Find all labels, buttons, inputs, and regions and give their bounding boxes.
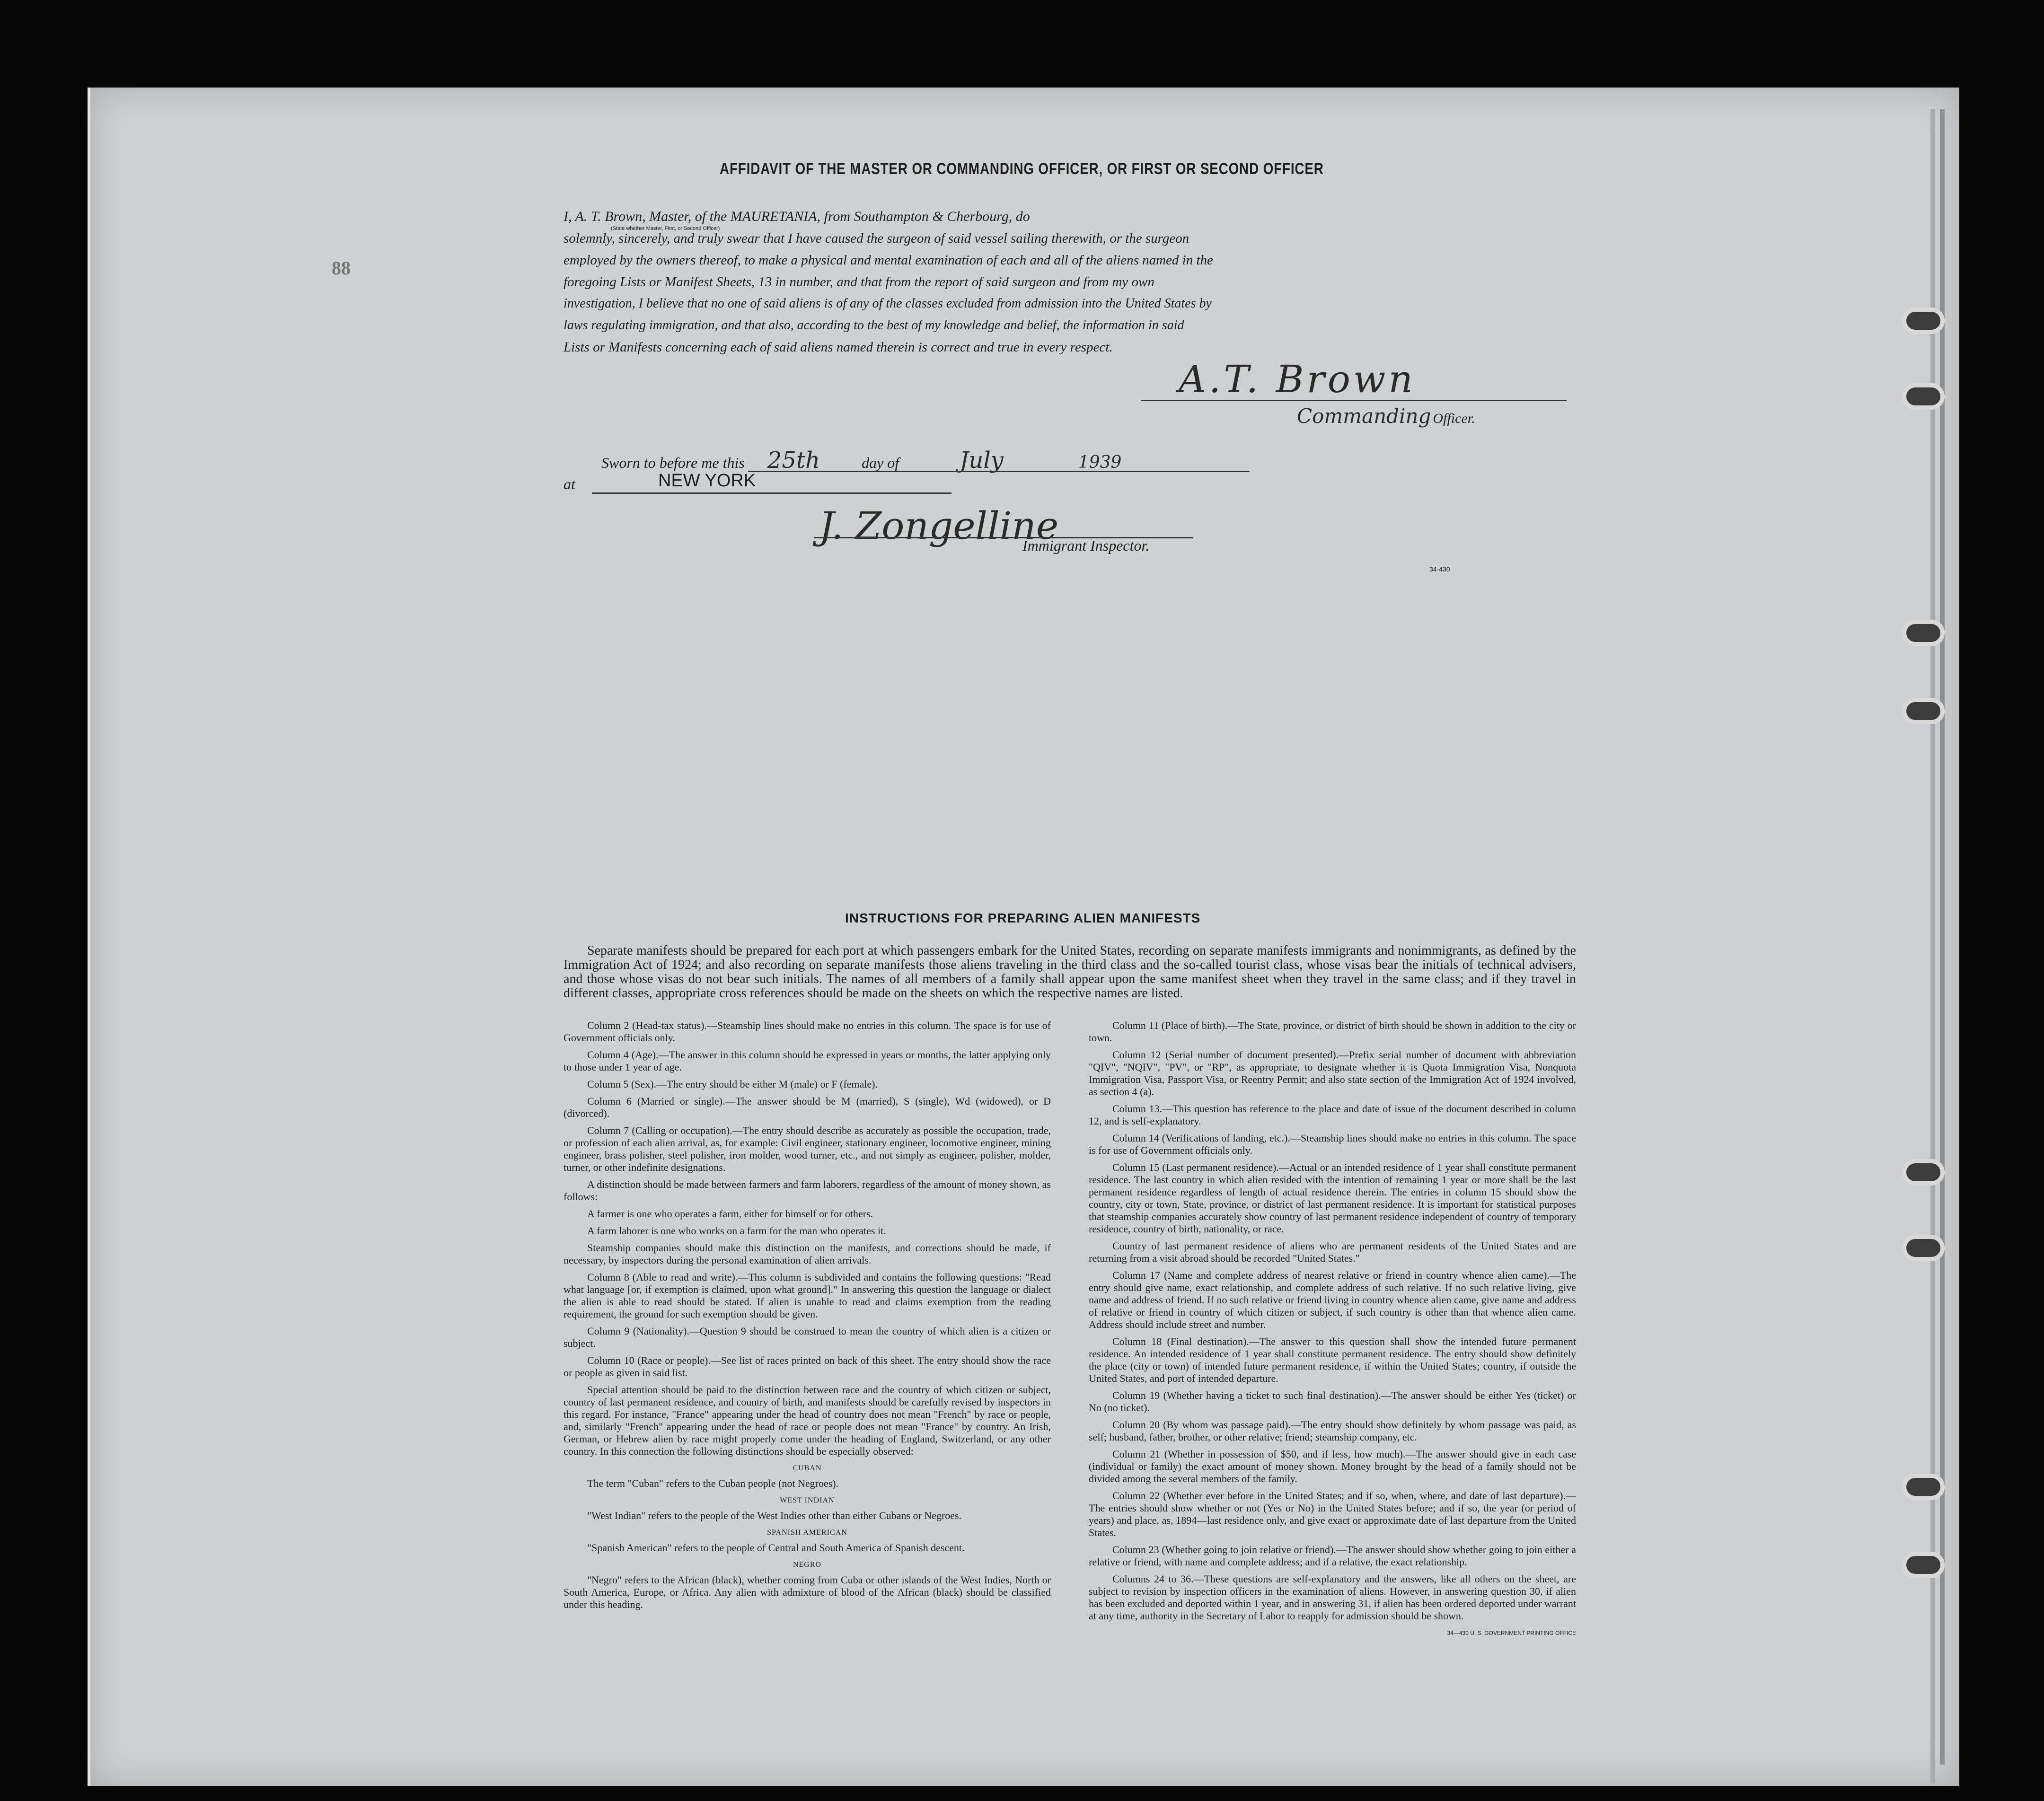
affidavit-line-1: I, A. T. Brown, Master, of the MAURETANIA, from Southampton & Cherbourg, do [564, 209, 1030, 224]
rank-caption: (State whether Master, First, or Second Officer) [611, 226, 720, 231]
sworn-year: 1939 [1078, 453, 1122, 472]
instruction-paragraph: Column 10 (Race or people).—See list of races printed on back of this sheet. The entry should show the race or people as given in said list. [564, 1354, 1051, 1379]
place-stamp: NEW YORK [658, 471, 756, 491]
instruction-paragraph: Column 13.—This question has reference to the place and date of issue of the document described in column 12, and is self-explanatory. [1089, 1103, 1576, 1127]
instruction-paragraph: Column 22 (Whether ever before in the United States; and if so, when, where, and date of last departure).—The entries should show whether or not (Yes or No) in the United States before; and if so, the year (or period of years) and place, as, 1894—last residence only, and give exact or approximate date of last departure from the United States. [1089, 1490, 1576, 1538]
officer-suffix: Officer. [1433, 411, 1475, 426]
instruction-paragraph: Column 15 (Last permanent residence).—Actual or an intended residence of 1 year shall constitute permanent residence. The last country in which alien resided with the intention of remaining 1 year or more shall be the last permanent residence regardless of length of actual residence therein. The entries in column 15 should show the country, city or town, State, province, or district of last permanent residence. It is important for statistical purposes that steamship companies accurately show country of last permanent residence independent of country of temporary residence, country of birth, nationality, or race. [1089, 1161, 1576, 1235]
sworn-month: July [960, 447, 1004, 474]
binder-ring-icon [1902, 1474, 1945, 1500]
negro-heading: NEGRO [793, 1561, 822, 1569]
instruction-paragraph: Columns 24 to 36.—These questions are self-explanatory and the answers, like all others on the sheet, are subject to revision by inspection officers in the examination of aliens. However, in answering question 30, if alien has been excluded and deported within 1 year, and in answering 31, if alien has been ordered deported under warrant at any time, authority in the Secretary of Labor to reapply for admission should be shown. [1089, 1573, 1576, 1622]
instruction-paragraph: A farmer is one who operates a farm, either for himself or for others. [587, 1208, 873, 1220]
instructions-intro: Separate manifests should be prepared for each port at which passengers embark for the United States, recording on separate manifests immigrants and nonimmigrants, as defined by the Immigration Act of 1924; and also recording on separate manifests those aliens traveling in the third class and the so-called tourist class, whose visas bear the initials of technical advisers, and those whose visas do not bear such initials. The names of all members of a family shall appear upon the same manifest sheet when they travel in the same class; and if they travel in different classes, appropriate cross references should be made on the sheets on which the respective names are listed. [564, 943, 1576, 1001]
binder-ring-icon [1902, 307, 1945, 334]
inspector-signature: J. Zongelline [819, 504, 1059, 548]
instructions-title: INSTRUCTIONS FOR PREPARING ALIEN MANIFESTS [845, 911, 1201, 925]
page-edge [1940, 109, 1945, 1765]
instruction-paragraph: Column 2 (Head-tax status).—Steamship lines should make no entries in this column. The space is for use of Government officials only. [564, 1019, 1051, 1044]
instruction-paragraph: Column 18 (Final destination).—The answer to this question shall show the intended future permanent residence. An intended residence of 1 year shall constitute permanent residence. The entry should show definitely the place (city or town) of intended future permanent residence, if within the United States; country, if outside the United States, and port of intended departure. [1089, 1335, 1576, 1384]
sworn-day: 25th [767, 447, 820, 474]
instruction-paragraph: Column 4 (Age).—The answer in this column should be expressed in years or months, the latter applying only to those under 1 year of age. [564, 1049, 1051, 1073]
officer-rank: Commanding [1297, 404, 1431, 428]
instruction-paragraph: Column 5 (Sex).—The entry should be either M (male) or F (female). [587, 1078, 878, 1090]
at-label: at [564, 475, 575, 492]
cuban-heading: CUBAN [793, 1464, 822, 1472]
affidavit-line-6: laws regulating immigration, and that also, according to the best of my knowledge and belief, the information in said [564, 318, 1184, 333]
instruction-paragraph: Column 21 (Whether in possession of $50, and if less, how much).—The answer should give in each case (individual or family) the exact amount of money shown. Money brought by the head of a family should not be divided among the several members of the family. [1089, 1448, 1576, 1485]
instruction-paragraph: Column 14 (Verifications of landing, etc.).—Steamship lines should make no entries in this column. The space is for use of Government officials only. [1089, 1132, 1576, 1156]
day-of: day of [862, 454, 899, 471]
instruction-paragraph: Special attention should be paid to the distinction between race and the country of which citizen or subject, country of last permanent residence, and country of birth, and manifests should be carefully revised by inspectors in this regard. For instance, "France" appearing under the head of country does not mean "French" by race or people, and, similarly "French" appearing under the head of race or people does not mean "France" by country. An Irish, German, or Hebrew alien by race might properly come under the heading of England, Switzerland, or any other country. In this connection the following distinctions should be especially observed: [564, 1384, 1051, 1457]
affidavit-line-2: solemnly, sincerely, and truly swear that I have caused the surgeon of said vessel sailing therewith, or the surgeon [564, 231, 1189, 246]
negro-text: "Negro" refers to the African (black), whether coming from Cuba or other islands of the West Indies, North or South America, Europe, or Africa. Any alien with admixture of blood of the African (black) should be classified under this heading. [564, 1574, 1051, 1610]
west-indian-text: "West Indian" refers to the people of the West Indies other than either Cubans or Negroes. [587, 1510, 962, 1521]
instruction-paragraph: Column 23 (Whether going to join relative or friend).—The answer should show whether going to join either a relative or friend, with name and complete address; and if a relative, the exact relationship. [1089, 1544, 1576, 1568]
form-number: 34-430 [1429, 565, 1450, 573]
binder-ring-icon [1902, 1235, 1945, 1261]
instruction-paragraph: Column 17 (Name and complete address of nearest relative or friend in country whence alien came).—The entry should give name, exact relationship, and complete address of such relative. If no such relative living, give name and address of friend. If no such relative or friend living in country whence alien came, give name and address of relative or friend in country of which citizen or subject, if such country is other than that whence alien came. Address should include street and number. [1089, 1269, 1576, 1330]
instruction-paragraph: Steamship companies should make this distinction on the manifests, and corrections should be made, if necessary, by inspectors during the personal examination of alien arrivals. [564, 1242, 1051, 1266]
spanish-american-heading: SPANISH AMERICAN [767, 1529, 847, 1537]
instructions-right-column [1089, 1019, 1576, 1639]
instruction-paragraph: Column 8 (Able to read and write).—This column is subdivided and contains the following questions: "Read what language [or, if exemption is claimed, upon what ground]." In answering this question the language or dialect the alien is able to read should be stated. If alien is unable to read and claims exemption from the reading requirement, the ground for such exemption should be given. [564, 1271, 1051, 1320]
page-edge [1930, 109, 1935, 1783]
cuban-text: The term "Cuban" refers to the Cuban people (not Negroes). [587, 1477, 839, 1489]
binder-ring-icon [1902, 620, 1945, 646]
instruction-paragraph: Column 19 (Whether having a ticket to such final destination).—The answer should be either Yes (ticket) or No (no ticket). [1089, 1389, 1576, 1414]
binder-ring-icon [1902, 1159, 1945, 1186]
inspector-label: Immigrant Inspector. [1022, 537, 1150, 554]
instruction-paragraph: A distinction should be made between farmers and farm laborers, regardless of the amount of money shown, as follows: [564, 1178, 1051, 1203]
sworn-prefix: Sworn to before me this [601, 454, 745, 471]
affidavit-line-4: foregoing Lists or Manifest Sheets, 13 in number, and that from the report of said surgeon and from my own [564, 274, 1154, 290]
west-indian-heading: WEST INDIAN [780, 1496, 835, 1504]
affidavit-line-7: Lists or Manifests concerning each of said aliens named therein is correct and true in every respect. [564, 340, 1113, 355]
instruction-paragraph: Country of last permanent residence of aliens who are permanent residents of the United States and are returning from a visit abroad should be recorded "United States." [1089, 1240, 1576, 1264]
affidavit-line-5: investigation, I believe that no one of said aliens is of any of the classes excluded from admission into the United States by [564, 296, 1212, 311]
instructions-left-column [564, 1019, 1051, 1616]
binder-ring-icon [1902, 383, 1945, 410]
affidavit-line-3: employed by the owners thereof, to make a physical and mental examination of each and all of the aliens named in the [564, 253, 1213, 268]
binder-ring-icon [1902, 698, 1945, 724]
instruction-paragraph: Column 20 (By whom was passage paid).—The entry should show definitely by whom passage was paid, as self; husband, father, brother, or other relative; friend; steamship company, etc. [1089, 1419, 1576, 1443]
instruction-paragraph: Column 7 (Calling or occupation).—The entry should describe as accurately as possible the occupation, trade, or profession of each alien arrival, as, for example: Civil engineer, stationary engineer, locomotive engineer, mining engineer, brass polisher, steel polisher, iron molder, wood turner, etc., and not simply as engineer, polisher, molder, turner, or other indefinite designations. [564, 1125, 1051, 1173]
affidavit-title: AFFIDAVIT OF THE MASTER OR COMMANDING OFFICER, OR FIRST OR SECOND OFFICER [720, 160, 1324, 178]
master-signature: A.T. Brown [1179, 357, 1416, 401]
instruction-paragraph: Column 12 (Serial number of document presented).—Prefix serial number of document with abbreviation "QIV", "NQIV", "PV", or "RP", as appropriate, to designate whether it is Quota Immigration Visa, Nonquota Immigration Visa, Passport Visa, or Reentry Permit; and also state section of the Immigration Act of 1924 involved, as section 4 (a). [1089, 1049, 1576, 1098]
binder-ring-icon [1902, 1552, 1945, 1578]
manifest-page [88, 88, 1959, 1786]
instruction-paragraph: Column 11 (Place of birth).—The State, province, or district of birth should be shown in addition to the city or town. [1089, 1019, 1576, 1044]
margin-mark: 88 [332, 257, 351, 279]
instruction-paragraph: Column 9 (Nationality).—Question 9 should be construed to mean the country of which alien is a citizen or subject. [564, 1325, 1051, 1349]
instruction-paragraph: Column 6 (Married or single).—The answer should be M (married), S (single), Wd (widowed), or D (divorced). [564, 1095, 1051, 1119]
footer-printing-office: 34—430 U. S. GOVERNMENT PRINTING OFFICE [1447, 1630, 1576, 1636]
spanish-american-text: "Spanish American" refers to the people of Central and South America of Spanish descent. [587, 1542, 965, 1554]
instruction-paragraph: A farm laborer is one who works on a farm for the man who operates it. [587, 1225, 886, 1237]
